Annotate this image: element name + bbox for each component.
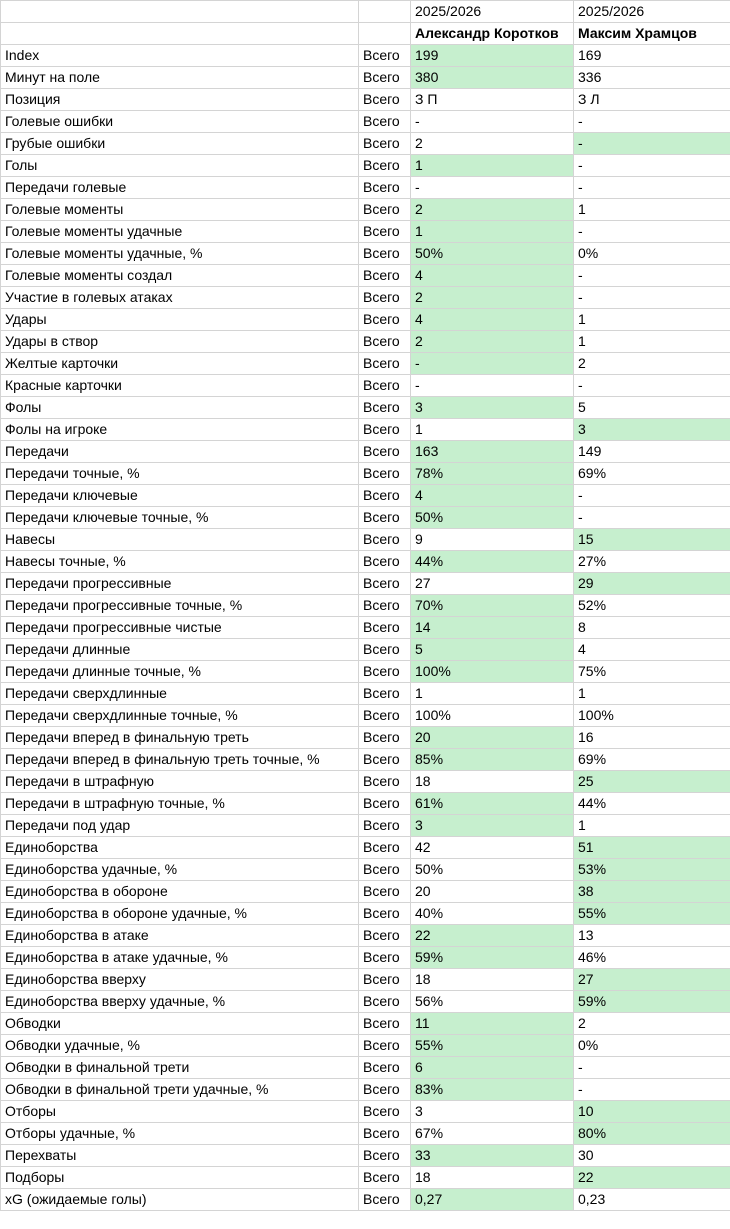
player-1-value-cell[interactable]: 50% bbox=[411, 507, 574, 529]
scope-cell[interactable]: Всего bbox=[359, 199, 411, 221]
scope-cell[interactable]: Всего bbox=[359, 705, 411, 727]
metric-cell[interactable]: xG (ожидаемые голы) bbox=[1, 1189, 359, 1211]
scope-cell[interactable]: Всего bbox=[359, 1101, 411, 1123]
metric-cell[interactable]: Минут на поле bbox=[1, 67, 359, 89]
metric-cell[interactable]: Передачи в штрафную точные, % bbox=[1, 793, 359, 815]
scope-cell[interactable]: Всего bbox=[359, 859, 411, 881]
metric-cell[interactable]: Передачи сверхдлинные bbox=[1, 683, 359, 705]
scope-cell[interactable]: Всего bbox=[359, 1057, 411, 1079]
scope-cell[interactable]: Всего bbox=[359, 683, 411, 705]
scope-cell[interactable]: Всего bbox=[359, 969, 411, 991]
table-row bbox=[1, 925, 730, 947]
metric-cell[interactable]: Передачи прогрессивные точные, % bbox=[1, 595, 359, 617]
player-2-value-cell[interactable]: - bbox=[574, 265, 730, 287]
header-cell-empty[interactable] bbox=[1, 23, 359, 45]
table-row bbox=[1, 507, 730, 529]
player-2-value-cell[interactable]: 46% bbox=[574, 947, 730, 969]
header-cell-empty[interactable] bbox=[359, 1, 411, 23]
player-1-value-cell[interactable]: 380 bbox=[411, 67, 574, 89]
player-2-value-cell[interactable]: 8 bbox=[574, 617, 730, 639]
player-2-value-cell[interactable]: 22 bbox=[574, 1167, 730, 1189]
metric-cell[interactable]: Обводки в финальной трети bbox=[1, 1057, 359, 1079]
table-row bbox=[1, 331, 730, 353]
stats-sheet-body bbox=[1, 1, 730, 1211]
player-1-value-cell[interactable]: 2 bbox=[411, 331, 574, 353]
player-2-value-cell[interactable]: 15 bbox=[574, 529, 730, 551]
scope-cell[interactable]: Всего bbox=[359, 881, 411, 903]
metric-cell[interactable]: Голевые ошибки bbox=[1, 111, 359, 133]
scope-cell[interactable]: Всего bbox=[359, 947, 411, 969]
player-2-value-cell[interactable]: 2 bbox=[574, 353, 730, 375]
player-1-value-cell[interactable]: 83% bbox=[411, 1079, 574, 1101]
metric-cell[interactable]: Единоборства в атаке bbox=[1, 925, 359, 947]
player-1-value-cell[interactable]: - bbox=[411, 177, 574, 199]
player-2-value-cell[interactable]: 44% bbox=[574, 793, 730, 815]
scope-cell[interactable]: Всего bbox=[359, 463, 411, 485]
player-1-value-cell[interactable]: 199 bbox=[411, 45, 574, 67]
scope-cell[interactable]: Всего bbox=[359, 639, 411, 661]
metric-cell[interactable]: Отборы bbox=[1, 1101, 359, 1123]
scope-cell[interactable]: Всего bbox=[359, 89, 411, 111]
player-1-value-cell[interactable]: 3 bbox=[411, 815, 574, 837]
player-2-value-cell[interactable]: - bbox=[574, 375, 730, 397]
table-row bbox=[1, 1057, 730, 1079]
player-2-value-cell[interactable]: 80% bbox=[574, 1123, 730, 1145]
scope-cell[interactable]: Всего bbox=[359, 375, 411, 397]
player-2-value-cell[interactable]: - bbox=[574, 1057, 730, 1079]
player-2-value-cell[interactable]: 1 bbox=[574, 309, 730, 331]
player-1-value-cell[interactable]: 9 bbox=[411, 529, 574, 551]
player-2-value-cell[interactable]: 55% bbox=[574, 903, 730, 925]
metric-cell[interactable]: Голевые моменты bbox=[1, 199, 359, 221]
scope-cell[interactable]: Всего bbox=[359, 133, 411, 155]
table-row bbox=[1, 903, 730, 925]
player-2-value-cell[interactable]: 10 bbox=[574, 1101, 730, 1123]
player-1-value-cell[interactable]: 1 bbox=[411, 419, 574, 441]
player-1-value-cell[interactable]: 100% bbox=[411, 705, 574, 727]
table-row bbox=[1, 1189, 730, 1211]
player-2-value-cell[interactable]: 149 bbox=[574, 441, 730, 463]
table-row bbox=[1, 661, 730, 683]
metric-cell[interactable]: Передачи вперед в финальную треть bbox=[1, 727, 359, 749]
player-2-name[interactable]: Максим Храмцов bbox=[574, 23, 730, 45]
scope-cell[interactable]: Всего bbox=[359, 925, 411, 947]
player-1-value-cell[interactable]: 78% bbox=[411, 463, 574, 485]
scope-cell[interactable]: Всего bbox=[359, 353, 411, 375]
table-row bbox=[1, 375, 730, 397]
metric-cell[interactable]: Красные карточки bbox=[1, 375, 359, 397]
header-row-season bbox=[1, 1, 730, 23]
scope-cell[interactable]: Всего bbox=[359, 661, 411, 683]
metric-cell[interactable]: Передачи вперед в финальную треть точные, % bbox=[1, 749, 359, 771]
scope-cell[interactable]: Всего bbox=[359, 595, 411, 617]
player-1-value-cell[interactable]: 4 bbox=[411, 485, 574, 507]
metric-cell[interactable]: Единоборства вверху удачные, % bbox=[1, 991, 359, 1013]
player-2-value-cell[interactable]: 27 bbox=[574, 969, 730, 991]
player-2-value-cell[interactable]: 1 bbox=[574, 331, 730, 353]
player-1-value-cell[interactable]: - bbox=[411, 375, 574, 397]
metric-cell[interactable]: Передачи длинные точные, % bbox=[1, 661, 359, 683]
scope-cell[interactable]: Всего bbox=[359, 771, 411, 793]
metric-cell[interactable]: Голевые моменты создал bbox=[1, 265, 359, 287]
metric-cell[interactable]: Передачи ключевые точные, % bbox=[1, 507, 359, 529]
table-row bbox=[1, 1035, 730, 1057]
player-2-value-cell[interactable]: 1 bbox=[574, 683, 730, 705]
player-2-value-cell[interactable]: 1 bbox=[574, 199, 730, 221]
player-2-value-cell[interactable]: 0% bbox=[574, 1035, 730, 1057]
player-2-value-cell[interactable]: 0% bbox=[574, 243, 730, 265]
player-2-value-cell[interactable]: З Л bbox=[574, 89, 730, 111]
metric-cell[interactable]: Единоборства удачные, % bbox=[1, 859, 359, 881]
player-2-value-cell[interactable]: 51 bbox=[574, 837, 730, 859]
player-1-value-cell[interactable]: 61% bbox=[411, 793, 574, 815]
player-2-value-cell[interactable]: - bbox=[574, 221, 730, 243]
metric-cell[interactable]: Единоборства bbox=[1, 837, 359, 859]
table-row bbox=[1, 67, 730, 89]
table-row bbox=[1, 45, 730, 67]
metric-cell[interactable]: Обводки удачные, % bbox=[1, 1035, 359, 1057]
player-2-value-cell[interactable]: 53% bbox=[574, 859, 730, 881]
metric-cell[interactable]: Удары bbox=[1, 309, 359, 331]
player-1-value-cell[interactable]: 3 bbox=[411, 1101, 574, 1123]
scope-cell[interactable]: Всего bbox=[359, 551, 411, 573]
scope-cell[interactable]: Всего bbox=[359, 1167, 411, 1189]
metric-cell[interactable]: Передачи голевые bbox=[1, 177, 359, 199]
player-2-value-cell[interactable]: 5 bbox=[574, 397, 730, 419]
metric-cell[interactable]: Перехваты bbox=[1, 1145, 359, 1167]
table-row bbox=[1, 177, 730, 199]
table-row bbox=[1, 485, 730, 507]
metric-cell[interactable]: Фолы на игроке bbox=[1, 419, 359, 441]
player-2-value-cell[interactable]: 13 bbox=[574, 925, 730, 947]
metric-cell[interactable]: Удары в створ bbox=[1, 331, 359, 353]
player-1-value-cell[interactable]: 18 bbox=[411, 969, 574, 991]
scope-cell[interactable]: Всего bbox=[359, 331, 411, 353]
player-1-value-cell[interactable]: - bbox=[411, 353, 574, 375]
scope-cell[interactable]: Всего bbox=[359, 617, 411, 639]
player-1-value-cell[interactable]: 55% bbox=[411, 1035, 574, 1057]
scope-cell[interactable]: Всего bbox=[359, 45, 411, 67]
scope-cell[interactable]: Всего bbox=[359, 441, 411, 463]
metric-cell[interactable]: Навесы bbox=[1, 529, 359, 551]
metric-cell[interactable]: Подборы bbox=[1, 1167, 359, 1189]
scope-cell[interactable]: Всего bbox=[359, 485, 411, 507]
player-2-value-cell[interactable]: 169 bbox=[574, 45, 730, 67]
player-2-value-cell[interactable]: - bbox=[574, 485, 730, 507]
player-2-value-cell[interactable]: - bbox=[574, 507, 730, 529]
table-row bbox=[1, 551, 730, 573]
scope-cell[interactable]: Всего bbox=[359, 815, 411, 837]
metric-cell[interactable]: Обводки bbox=[1, 1013, 359, 1035]
player-2-value-cell[interactable]: 4 bbox=[574, 639, 730, 661]
player-2-value-cell[interactable]: 69% bbox=[574, 749, 730, 771]
metric-cell[interactable]: Обводки в финальной трети удачные, % bbox=[1, 1079, 359, 1101]
table-row bbox=[1, 595, 730, 617]
scope-cell[interactable]: Всего bbox=[359, 265, 411, 287]
scope-cell[interactable]: Всего bbox=[359, 991, 411, 1013]
table-row bbox=[1, 243, 730, 265]
player-1-value-cell[interactable]: 14 bbox=[411, 617, 574, 639]
metric-cell[interactable]: Единоборства в обороне удачные, % bbox=[1, 903, 359, 925]
table-row bbox=[1, 1123, 730, 1145]
table-row bbox=[1, 309, 730, 331]
table-row bbox=[1, 991, 730, 1013]
table-row bbox=[1, 353, 730, 375]
scope-cell[interactable]: Всего bbox=[359, 1079, 411, 1101]
player-2-value-cell[interactable]: 16 bbox=[574, 727, 730, 749]
scope-cell[interactable]: Всего bbox=[359, 287, 411, 309]
scope-cell[interactable]: Всего bbox=[359, 221, 411, 243]
metric-cell[interactable]: Фолы bbox=[1, 397, 359, 419]
player-1-value-cell[interactable]: 2 bbox=[411, 133, 574, 155]
player-2-value-cell[interactable]: 2 bbox=[574, 1013, 730, 1035]
player-1-value-cell[interactable]: 1 bbox=[411, 221, 574, 243]
player-1-value-cell[interactable]: 27 bbox=[411, 573, 574, 595]
table-row bbox=[1, 419, 730, 441]
table-row bbox=[1, 221, 730, 243]
table-row bbox=[1, 705, 730, 727]
scope-cell[interactable]: Всего bbox=[359, 397, 411, 419]
scope-cell[interactable]: Всего bbox=[359, 1035, 411, 1057]
player-1-value-cell[interactable]: 67% bbox=[411, 1123, 574, 1145]
player-1-value-cell[interactable]: 59% bbox=[411, 947, 574, 969]
metric-cell[interactable]: Единоборства вверху bbox=[1, 969, 359, 991]
player-2-value-cell[interactable]: 100% bbox=[574, 705, 730, 727]
metric-cell[interactable]: Передачи длинные bbox=[1, 639, 359, 661]
metric-cell[interactable]: Грубые ошибки bbox=[1, 133, 359, 155]
player-1-value-cell[interactable]: 20 bbox=[411, 881, 574, 903]
player-1-value-cell[interactable]: З П bbox=[411, 89, 574, 111]
player-1-value-cell[interactable]: 18 bbox=[411, 771, 574, 793]
player-1-value-cell[interactable]: 33 bbox=[411, 1145, 574, 1167]
scope-cell[interactable]: Всего bbox=[359, 727, 411, 749]
player-1-value-cell[interactable]: 0,27 bbox=[411, 1189, 574, 1211]
player-1-value-cell[interactable]: 42 bbox=[411, 837, 574, 859]
table-row bbox=[1, 155, 730, 177]
scope-cell[interactable]: Всего bbox=[359, 1145, 411, 1167]
player-1-value-cell[interactable]: 1 bbox=[411, 683, 574, 705]
player-1-value-cell[interactable]: 44% bbox=[411, 551, 574, 573]
table-row bbox=[1, 683, 730, 705]
scope-cell[interactable]: Всего bbox=[359, 111, 411, 133]
scope-cell[interactable]: Всего bbox=[359, 419, 411, 441]
scope-cell[interactable]: Всего bbox=[359, 1189, 411, 1211]
season-label-player-2[interactable]: 2025/2026 bbox=[574, 1, 730, 23]
player-2-value-cell[interactable]: - bbox=[574, 155, 730, 177]
player-2-value-cell[interactable]: 38 bbox=[574, 881, 730, 903]
table-row bbox=[1, 771, 730, 793]
player-1-value-cell[interactable]: 3 bbox=[411, 397, 574, 419]
metric-cell[interactable]: Единоборства в обороне bbox=[1, 881, 359, 903]
player-1-value-cell[interactable]: 1 bbox=[411, 155, 574, 177]
player-1-name[interactable]: Александр Коротков bbox=[411, 23, 574, 45]
table-row bbox=[1, 859, 730, 881]
player-1-value-cell[interactable]: 2 bbox=[411, 199, 574, 221]
metric-cell[interactable]: Голевые моменты удачные bbox=[1, 221, 359, 243]
metric-cell[interactable]: Желтые карточки bbox=[1, 353, 359, 375]
player-2-value-cell[interactable]: - bbox=[574, 1079, 730, 1101]
table-row bbox=[1, 133, 730, 155]
player-2-value-cell[interactable]: 1 bbox=[574, 815, 730, 837]
scope-cell[interactable]: Всего bbox=[359, 177, 411, 199]
player-1-value-cell[interactable]: 11 bbox=[411, 1013, 574, 1035]
table-row bbox=[1, 881, 730, 903]
table-row bbox=[1, 529, 730, 551]
scope-cell[interactable]: Всего bbox=[359, 155, 411, 177]
player-1-value-cell[interactable]: 100% bbox=[411, 661, 574, 683]
scope-cell[interactable]: Всего bbox=[359, 903, 411, 925]
player-2-value-cell[interactable]: 3 bbox=[574, 419, 730, 441]
player-2-value-cell[interactable]: 27% bbox=[574, 551, 730, 573]
player-1-value-cell[interactable]: 20 bbox=[411, 727, 574, 749]
header-cell-empty[interactable] bbox=[1, 1, 359, 23]
player-1-value-cell[interactable]: 4 bbox=[411, 309, 574, 331]
player-2-value-cell[interactable]: - bbox=[574, 133, 730, 155]
metric-cell[interactable]: Передачи сверхдлинные точные, % bbox=[1, 705, 359, 727]
metric-cell[interactable]: Передачи под удар bbox=[1, 815, 359, 837]
scope-cell[interactable]: Всего bbox=[359, 507, 411, 529]
metric-cell[interactable]: Передачи точные, % bbox=[1, 463, 359, 485]
header-cell-empty[interactable] bbox=[359, 23, 411, 45]
table-row bbox=[1, 441, 730, 463]
table-row bbox=[1, 617, 730, 639]
metric-cell[interactable]: Передачи в штрафную bbox=[1, 771, 359, 793]
table-row bbox=[1, 111, 730, 133]
season-label-player-1[interactable]: 2025/2026 bbox=[411, 1, 574, 23]
table-row bbox=[1, 89, 730, 111]
table-row bbox=[1, 265, 730, 287]
table-row bbox=[1, 793, 730, 815]
table-row bbox=[1, 397, 730, 419]
table-row bbox=[1, 199, 730, 221]
metric-cell[interactable]: Передачи bbox=[1, 441, 359, 463]
metric-cell[interactable]: Голы bbox=[1, 155, 359, 177]
metric-cell[interactable]: Навесы точные, % bbox=[1, 551, 359, 573]
table-row bbox=[1, 727, 730, 749]
metric-cell[interactable]: Позиция bbox=[1, 89, 359, 111]
scope-cell[interactable]: Всего bbox=[359, 243, 411, 265]
table-row bbox=[1, 573, 730, 595]
player-2-value-cell[interactable]: 69% bbox=[574, 463, 730, 485]
table-row bbox=[1, 1167, 730, 1189]
table-row bbox=[1, 969, 730, 991]
player-2-value-cell[interactable]: 0,23 bbox=[574, 1189, 730, 1211]
scope-cell[interactable]: Всего bbox=[359, 793, 411, 815]
player-2-value-cell[interactable]: 336 bbox=[574, 67, 730, 89]
player-2-value-cell[interactable]: 59% bbox=[574, 991, 730, 1013]
player-1-value-cell[interactable]: 4 bbox=[411, 265, 574, 287]
metric-cell[interactable]: Передачи прогрессивные bbox=[1, 573, 359, 595]
metric-cell[interactable]: Index bbox=[1, 45, 359, 67]
player-1-value-cell[interactable]: 50% bbox=[411, 859, 574, 881]
player-1-value-cell[interactable]: 18 bbox=[411, 1167, 574, 1189]
scope-cell[interactable]: Всего bbox=[359, 309, 411, 331]
table-row bbox=[1, 639, 730, 661]
metric-cell[interactable]: Голевые моменты удачные, % bbox=[1, 243, 359, 265]
player-2-value-cell[interactable]: 75% bbox=[574, 661, 730, 683]
scope-cell[interactable]: Всего bbox=[359, 67, 411, 89]
player-1-value-cell[interactable]: 50% bbox=[411, 243, 574, 265]
table-row bbox=[1, 287, 730, 309]
scope-cell[interactable]: Всего bbox=[359, 1013, 411, 1035]
scope-cell[interactable]: Всего bbox=[359, 749, 411, 771]
header-row-players bbox=[1, 23, 730, 45]
player-1-value-cell[interactable]: 163 bbox=[411, 441, 574, 463]
table-row bbox=[1, 837, 730, 859]
player-1-value-cell[interactable]: - bbox=[411, 111, 574, 133]
scope-cell[interactable]: Всего bbox=[359, 529, 411, 551]
table-row bbox=[1, 1145, 730, 1167]
table-row bbox=[1, 947, 730, 969]
player-1-value-cell[interactable]: 2 bbox=[411, 287, 574, 309]
player-1-value-cell[interactable]: 6 bbox=[411, 1057, 574, 1079]
table-row bbox=[1, 815, 730, 837]
metric-cell[interactable]: Единоборства в атаке удачные, % bbox=[1, 947, 359, 969]
metric-cell[interactable]: Передачи ключевые bbox=[1, 485, 359, 507]
metric-cell[interactable]: Передачи прогрессивные чистые bbox=[1, 617, 359, 639]
table-row bbox=[1, 1101, 730, 1123]
table-row bbox=[1, 1079, 730, 1101]
metric-cell[interactable]: Отборы удачные, % bbox=[1, 1123, 359, 1145]
player-1-value-cell[interactable]: 85% bbox=[411, 749, 574, 771]
player-2-value-cell[interactable]: 30 bbox=[574, 1145, 730, 1167]
table-row bbox=[1, 1013, 730, 1035]
player-2-value-cell[interactable]: 25 bbox=[574, 771, 730, 793]
metric-cell[interactable]: Участие в голевых атаках bbox=[1, 287, 359, 309]
player-2-value-cell[interactable]: - bbox=[574, 177, 730, 199]
scope-cell[interactable]: Всего bbox=[359, 1123, 411, 1145]
scope-cell[interactable]: Всего bbox=[359, 837, 411, 859]
player-2-value-cell[interactable]: 29 bbox=[574, 573, 730, 595]
scope-cell[interactable]: Всего bbox=[359, 573, 411, 595]
table-row bbox=[1, 749, 730, 771]
player-2-value-cell[interactable]: - bbox=[574, 111, 730, 133]
player-2-value-cell[interactable]: 52% bbox=[574, 595, 730, 617]
player-1-value-cell[interactable]: 56% bbox=[411, 991, 574, 1013]
player-2-value-cell[interactable]: - bbox=[574, 287, 730, 309]
player-1-value-cell[interactable]: 5 bbox=[411, 639, 574, 661]
table-row bbox=[1, 463, 730, 485]
player-1-value-cell[interactable]: 70% bbox=[411, 595, 574, 617]
player-1-value-cell[interactable]: 40% bbox=[411, 903, 574, 925]
player-1-value-cell[interactable]: 22 bbox=[411, 925, 574, 947]
